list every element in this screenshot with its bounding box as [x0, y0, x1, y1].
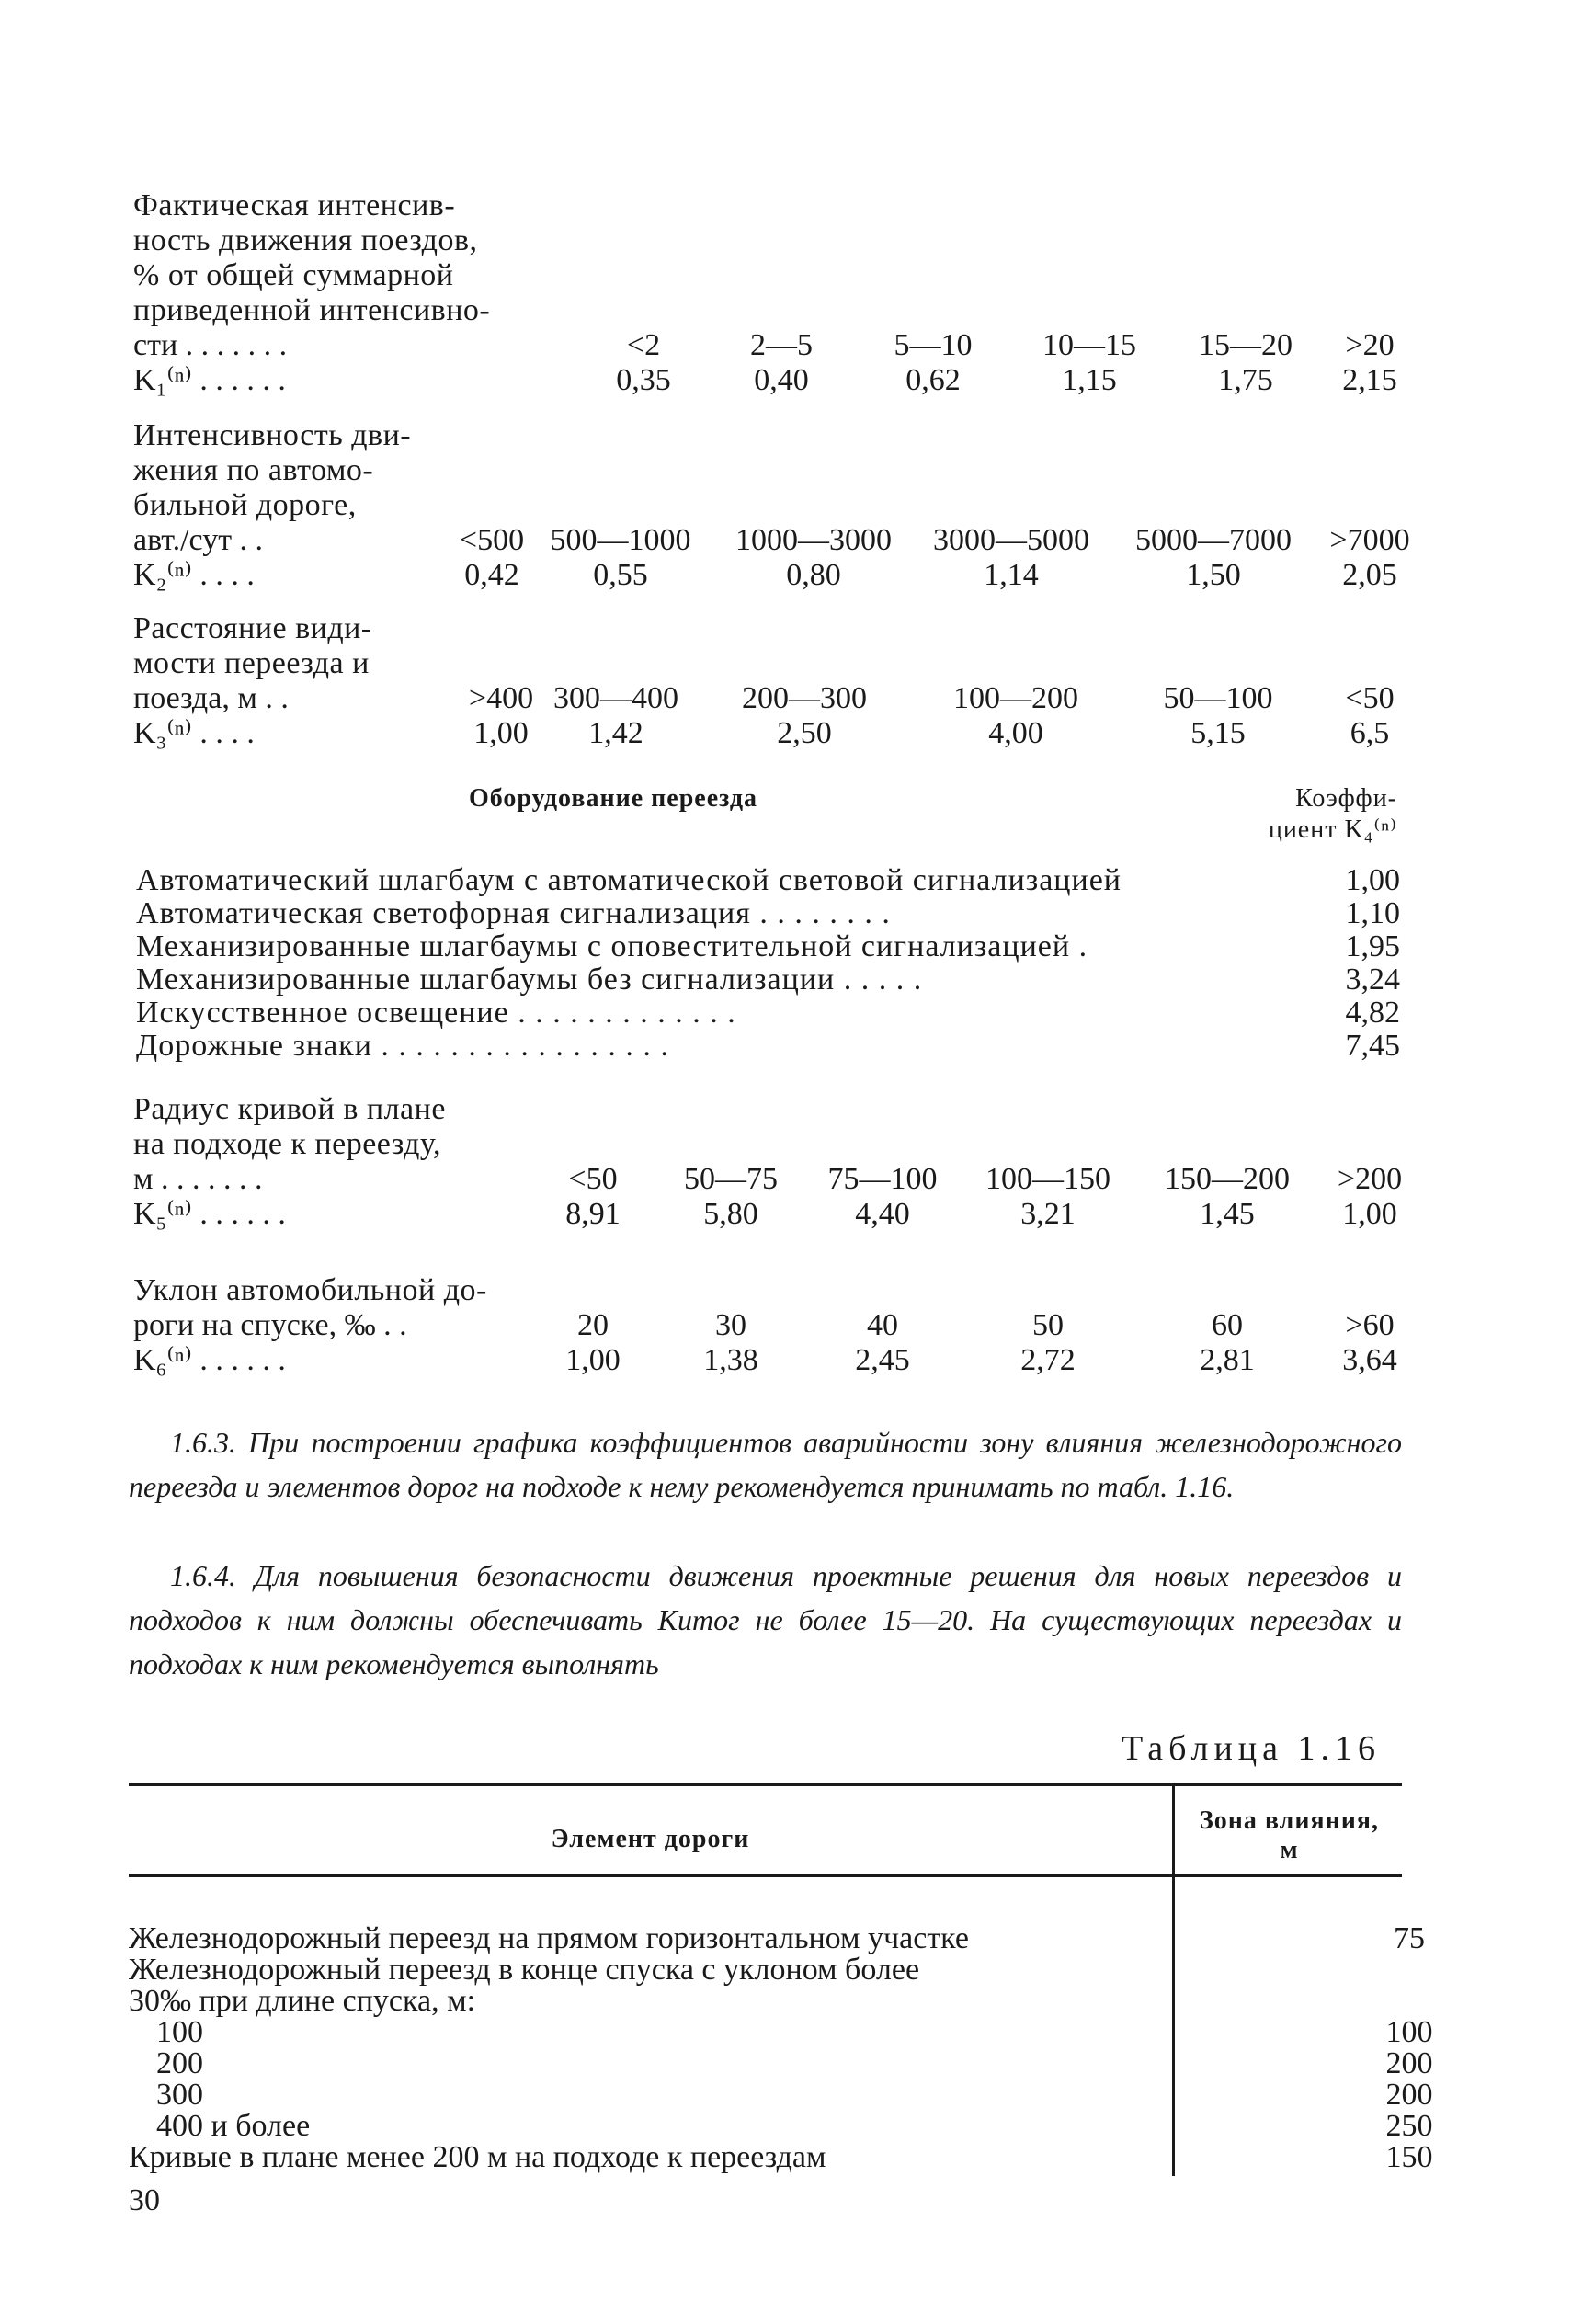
- coef-cell: 2,72: [1020, 1343, 1076, 1377]
- label-line: приведенной интенсивно-: [133, 293, 491, 327]
- table-row: [129, 2140, 1433, 2174]
- range-cell: 75—100: [827, 1162, 938, 1196]
- range-cell: 2—5: [750, 328, 813, 362]
- coef-grid: [133, 1162, 1420, 1232]
- range-lead: роги на спуске, ‰ . .: [133, 1308, 407, 1342]
- range-cell: <500: [459, 523, 525, 557]
- table-cell-zone: 250: [1385, 2109, 1433, 2143]
- table-row: [129, 2046, 1433, 2080]
- equipment-name: Механизированные шлагбаумы без сигнализации . . . . .: [136, 963, 923, 997]
- table-top-rule: [129, 1783, 1402, 1786]
- range-cell: >400: [468, 681, 534, 715]
- equipment-value: 7,45: [1345, 1029, 1400, 1063]
- table-col-element-header: Элемент дороги: [551, 1825, 750, 1853]
- table-cell-element: Кривые в плане менее 200 м на подходе к переездам: [129, 2140, 826, 2174]
- range-cell: 200—300: [742, 681, 867, 715]
- coef-lead: K₆⁽ⁿ⁾ . . . . . .: [133, 1343, 286, 1377]
- coef-grid: [133, 681, 1420, 751]
- coef-cell: 0,42: [464, 558, 519, 592]
- label-line: Фактическая интенсив-: [133, 188, 456, 222]
- coef-cell: 1,38: [703, 1343, 758, 1377]
- coef-lead: K₁⁽ⁿ⁾ . . . . . .: [133, 363, 286, 397]
- table-row: [129, 2109, 1433, 2143]
- coef-cell: 2,50: [777, 716, 832, 750]
- range-cell: <50: [568, 1162, 618, 1196]
- range-cell: 50: [1032, 1308, 1064, 1342]
- table-col-zone-header: [1177, 1806, 1402, 1865]
- table-title: Таблица 1.16: [1121, 1729, 1381, 1768]
- table-cell-element: 100: [156, 2015, 203, 2049]
- equipment-row: [136, 930, 1400, 963]
- equipment-row: [136, 897, 1400, 930]
- coef-block-k3: [133, 611, 1420, 751]
- table-row: [129, 1921, 1425, 1955]
- label-line: % от общей суммарной: [133, 258, 454, 292]
- table-row: [129, 1986, 1402, 2017]
- range-cell: 100—200: [953, 681, 1078, 715]
- table-cell-element: 30‰ при длине спуска, м:: [129, 1984, 476, 2018]
- coef-cell: 1,00: [473, 716, 529, 750]
- equipment-name: Механизированные шлагбаумы с оповестительной сигнализацией .: [136, 929, 1088, 963]
- label-line: на подходе к переезду,: [133, 1127, 442, 1161]
- coef-cell: 3,21: [1020, 1197, 1076, 1231]
- equipment-row: [136, 864, 1400, 897]
- coef-cell: 0,40: [754, 363, 809, 397]
- coef-cell: 1,14: [984, 558, 1039, 592]
- range-cell: 15—20: [1199, 328, 1293, 362]
- range-lead: м . . . . . . .: [133, 1162, 263, 1196]
- coef-cell: 3,64: [1342, 1343, 1397, 1377]
- range-cell: >20: [1345, 328, 1395, 362]
- range-cell: 150—200: [1165, 1162, 1290, 1196]
- equipment-name: Автоматический шлагбаум с автоматической световой сигнализацией: [136, 863, 1122, 897]
- coef-block-k2: [133, 418, 1420, 593]
- range-cell: 100—150: [985, 1162, 1110, 1196]
- range-cell: >7000: [1329, 523, 1410, 557]
- equipment-name: Дорожные знаки . . . . . . . . . . . . . . . . .: [136, 1029, 669, 1063]
- table-row: [129, 2078, 1433, 2112]
- coef-cell: 1,50: [1186, 558, 1241, 592]
- zone-header-line: м: [1280, 1836, 1299, 1864]
- block-label: [133, 188, 547, 328]
- range-cell: 10—15: [1042, 328, 1136, 362]
- table-row: [129, 2015, 1433, 2049]
- equipment-value: 4,82: [1345, 996, 1400, 1030]
- coef-block-k6: [133, 1273, 1420, 1378]
- equipment-header: Оборудование переезда: [469, 784, 758, 813]
- coef-cell: 2,05: [1342, 558, 1397, 592]
- label-line: Уклон автомобильной до-: [133, 1273, 487, 1307]
- block-label: [133, 1092, 547, 1162]
- coef-cell: 8,91: [565, 1197, 621, 1231]
- table-cell-zone: 100: [1385, 2015, 1433, 2049]
- equipment-row: [136, 963, 1400, 997]
- table-cell-zone: 150: [1385, 2140, 1433, 2174]
- block-label: [133, 1273, 611, 1308]
- coef-cell: 1,00: [565, 1343, 621, 1377]
- equipment-value: 1,00: [1345, 863, 1400, 897]
- coef-cell: 0,80: [786, 558, 841, 592]
- range-cell: 60: [1212, 1308, 1243, 1342]
- table-cell-zone: 75: [1394, 1921, 1425, 1955]
- coef-cell: 0,62: [905, 363, 961, 397]
- coef-cell: 0,35: [616, 363, 671, 397]
- range-cell: >200: [1337, 1162, 1403, 1196]
- table-cell-zone: 200: [1385, 2078, 1433, 2112]
- coef-block-k5: [133, 1092, 1420, 1232]
- range-cell: 50—100: [1163, 681, 1273, 715]
- coef-cell: 6,5: [1350, 716, 1390, 750]
- coef-lead: K₂⁽ⁿ⁾ . . . .: [133, 558, 255, 592]
- coef-cell: 4,40: [855, 1197, 910, 1231]
- coef-cell: 2,81: [1200, 1343, 1255, 1377]
- range-cell: 500—1000: [550, 523, 691, 557]
- range-cell: 5—10: [894, 328, 973, 362]
- coef-cell: 0,55: [593, 558, 648, 592]
- equipment-value: 3,24: [1345, 963, 1400, 997]
- range-cell: 50—75: [684, 1162, 778, 1196]
- table-row: [129, 1954, 1402, 1986]
- coef-cell: 1,75: [1218, 363, 1273, 397]
- label-line: Интенсивность дви-: [133, 418, 412, 452]
- range-cell: <50: [1345, 681, 1395, 715]
- range-cell: 300—400: [553, 681, 678, 715]
- table-cell-element: Железнодорожный переезд в конце спуска с уклоном более: [129, 1953, 920, 1987]
- range-cell: <2: [626, 328, 661, 362]
- block-label: [133, 418, 547, 523]
- coef-cell: 1,42: [588, 716, 643, 750]
- range-cell: 1000—3000: [735, 523, 892, 557]
- table-header-divider: [1172, 1783, 1175, 1874]
- range-lead: сти . . . . . . .: [133, 328, 288, 362]
- coef-cell: 1,00: [1342, 1197, 1397, 1231]
- equipment-coef-header: [1223, 783, 1397, 846]
- coef-cell: 5,15: [1190, 716, 1246, 750]
- equipment-row: [136, 1030, 1400, 1063]
- coef-block-k1: [133, 188, 1420, 398]
- paragraph-1-6-4: 1.6.4. Для повышения безопасности движения проектные решения для новых переездов и подходов к ним должны обеспечивать Kитог не более 15—20. На существующих переездах и подходах к ним рекомендуется выполнять: [129, 1559, 1402, 1680]
- block-label: [133, 611, 547, 681]
- label-line: Расстояние види-: [133, 611, 372, 645]
- table-cell-element: Железнодорожный переезд на прямом горизонтальном участке: [129, 1921, 969, 1955]
- coef-header-line: циент K₄⁽ⁿ⁾: [1268, 815, 1397, 844]
- coef-grid: [133, 328, 1420, 398]
- table-cell-zone: 200: [1385, 2046, 1433, 2080]
- range-cell: 40: [867, 1308, 898, 1342]
- label-line: жения по автомо-: [133, 453, 374, 487]
- label-line: мости переезда и: [133, 646, 370, 680]
- coef-cell: 2,45: [855, 1343, 910, 1377]
- coef-grid: [133, 1308, 1420, 1378]
- equipment-name: Автоматическая светофорная сигнализация . . . . . . . .: [136, 896, 891, 930]
- table-cell-element: 200: [156, 2046, 203, 2080]
- coef-lead: K₃⁽ⁿ⁾ . . . .: [133, 716, 255, 750]
- coef-grid: [133, 523, 1420, 593]
- coef-cell: 1,45: [1200, 1197, 1255, 1231]
- equipment-row: [136, 997, 1400, 1030]
- range-cell: >60: [1345, 1308, 1395, 1342]
- coef-lead: K₅⁽ⁿ⁾ . . . . . .: [133, 1197, 286, 1231]
- paragraph-1-6-3: 1.6.3. При построении графика коэффициентов аварийности зону влияния железнодорожного переезда и элементов дорог на подходе к нему рекомендуется принимать по табл. 1.16.: [129, 1426, 1402, 1503]
- table-header-rule: [129, 1874, 1402, 1877]
- range-cell: 5000—7000: [1135, 523, 1292, 557]
- range-cell: 30: [715, 1308, 746, 1342]
- table-cell-element: 400 и более: [156, 2109, 311, 2143]
- zone-header-line: Зона влияния,: [1199, 1806, 1380, 1835]
- table-cell-element: 300: [156, 2078, 203, 2112]
- coef-cell: 5,80: [703, 1197, 758, 1231]
- range-lead: авт./сут . .: [133, 523, 264, 557]
- range-cell: 20: [577, 1308, 609, 1342]
- coef-cell: 1,15: [1062, 363, 1117, 397]
- label-line: бильной дороге,: [133, 488, 357, 522]
- coef-header-line: Коэффи-: [1295, 784, 1397, 813]
- range-cell: 3000—5000: [933, 523, 1089, 557]
- equipment-value: 1,10: [1345, 896, 1400, 930]
- page-number: 30: [129, 2183, 160, 2217]
- equipment-value: 1,95: [1345, 929, 1400, 963]
- equipment-name: Искусственное освещение . . . . . . . . . . . . .: [136, 996, 736, 1030]
- coef-cell: 2,15: [1342, 363, 1397, 397]
- coef-cell: 4,00: [988, 716, 1043, 750]
- range-lead: поезда, м . .: [133, 681, 289, 715]
- label-line: Радиус кривой в плане: [133, 1092, 446, 1126]
- label-line: ность движения поездов,: [133, 223, 478, 257]
